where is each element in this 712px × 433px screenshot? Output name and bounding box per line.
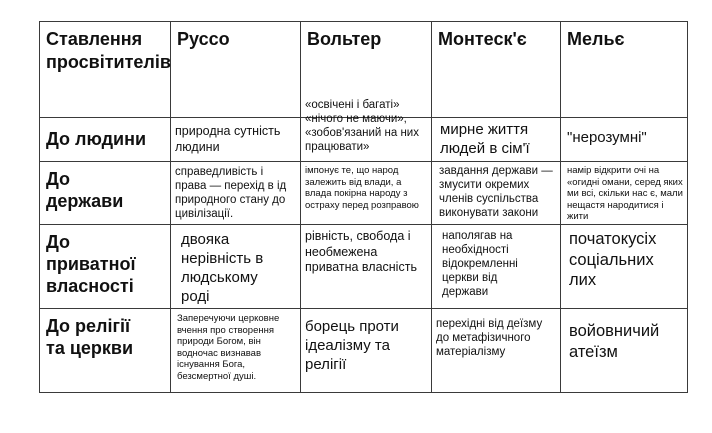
column-header-meslier <box>561 22 688 118</box>
row-header-label: До держави <box>46 169 124 211</box>
table-cell <box>432 225 561 309</box>
table-cell <box>561 162 688 225</box>
table-row <box>40 309 688 393</box>
table-cell <box>432 162 561 225</box>
cell-text: завдання держави — змусити окремих членів суспільства виконувати закони <box>439 165 553 219</box>
row-header-label: До релігії та церкви <box>46 316 134 358</box>
column-header-label: Мельє <box>567 29 625 49</box>
table-cell <box>301 309 432 393</box>
table-row <box>40 225 688 309</box>
table-row <box>40 162 688 225</box>
table-cell <box>171 118 301 162</box>
corner-header: Ставлення просвітителів <box>46 29 171 72</box>
table-cell <box>561 309 688 393</box>
cell-text: двояка нерівність в людському роді <box>181 231 264 305</box>
table-cell <box>171 309 301 393</box>
cell-text: "нерозумні" <box>567 129 647 146</box>
cell-text: початокусіх соціальних лих <box>569 230 657 289</box>
row-header-cell <box>40 225 171 309</box>
cell-text: намір відкрити очі на «огидні омани, серед яких ми всі, скільки нас є, мали нещастя народитися і жити <box>567 165 683 222</box>
cell-text: наполягав на необхідності відокремленні церкви від держави <box>442 230 518 298</box>
cell-text: природна сутність людини <box>175 124 281 154</box>
table-cell <box>432 309 561 393</box>
row-header-cell <box>40 309 171 393</box>
cell-text: Заперечуючи церковне вчення про створення природи Богом, він водночас визнавав існування Бога, безсмертної душі. <box>177 313 280 382</box>
table-row <box>40 118 688 162</box>
cell-text: рівність, свобода і необмежена приватна власність <box>305 229 417 274</box>
cell-text: мирне життя людей в сім'ї <box>440 121 530 157</box>
row-header-cell <box>40 118 171 162</box>
table-cell <box>561 225 688 309</box>
cell-text: справедливість і права — перехід в ід природного стану до цивілізації. <box>175 166 287 220</box>
table-cell <box>561 118 688 162</box>
cell-text: перехідні від деїзму до метафізичного матеріалізму <box>436 318 543 358</box>
column-header-label: Монтеск'є <box>438 29 527 49</box>
table-cell <box>301 225 432 309</box>
table-cell <box>171 162 301 225</box>
cell-text: борець проти ідеалізму та релігії <box>305 318 399 373</box>
column-header-rousseau <box>171 22 301 118</box>
column-header-label: Вольтер <box>307 29 382 49</box>
cell-text: войовничий атеїзм <box>569 322 660 361</box>
table-cell <box>171 225 301 309</box>
row-header-cell <box>40 162 171 225</box>
row-header-label: До людини <box>46 129 147 149</box>
column-header-montesquieu <box>432 22 561 118</box>
corner-header-cell <box>40 22 171 118</box>
row-header-label: До приватної власності <box>46 232 136 296</box>
table-cell <box>301 99 432 162</box>
cell-text: «освічені і багаті» «нічого не маючи», «зобов'язаний на них працювати» <box>305 99 419 153</box>
table-cell <box>432 118 561 162</box>
enlightenment-views-table <box>39 21 688 393</box>
table-cell <box>301 162 432 225</box>
column-header-label: Руссо <box>177 29 230 49</box>
comparison-table-wrapper <box>39 21 688 393</box>
cell-text: імпонує те, що народ залежить від влади, а влада покірна народу з остраху перед розправою <box>305 165 419 211</box>
